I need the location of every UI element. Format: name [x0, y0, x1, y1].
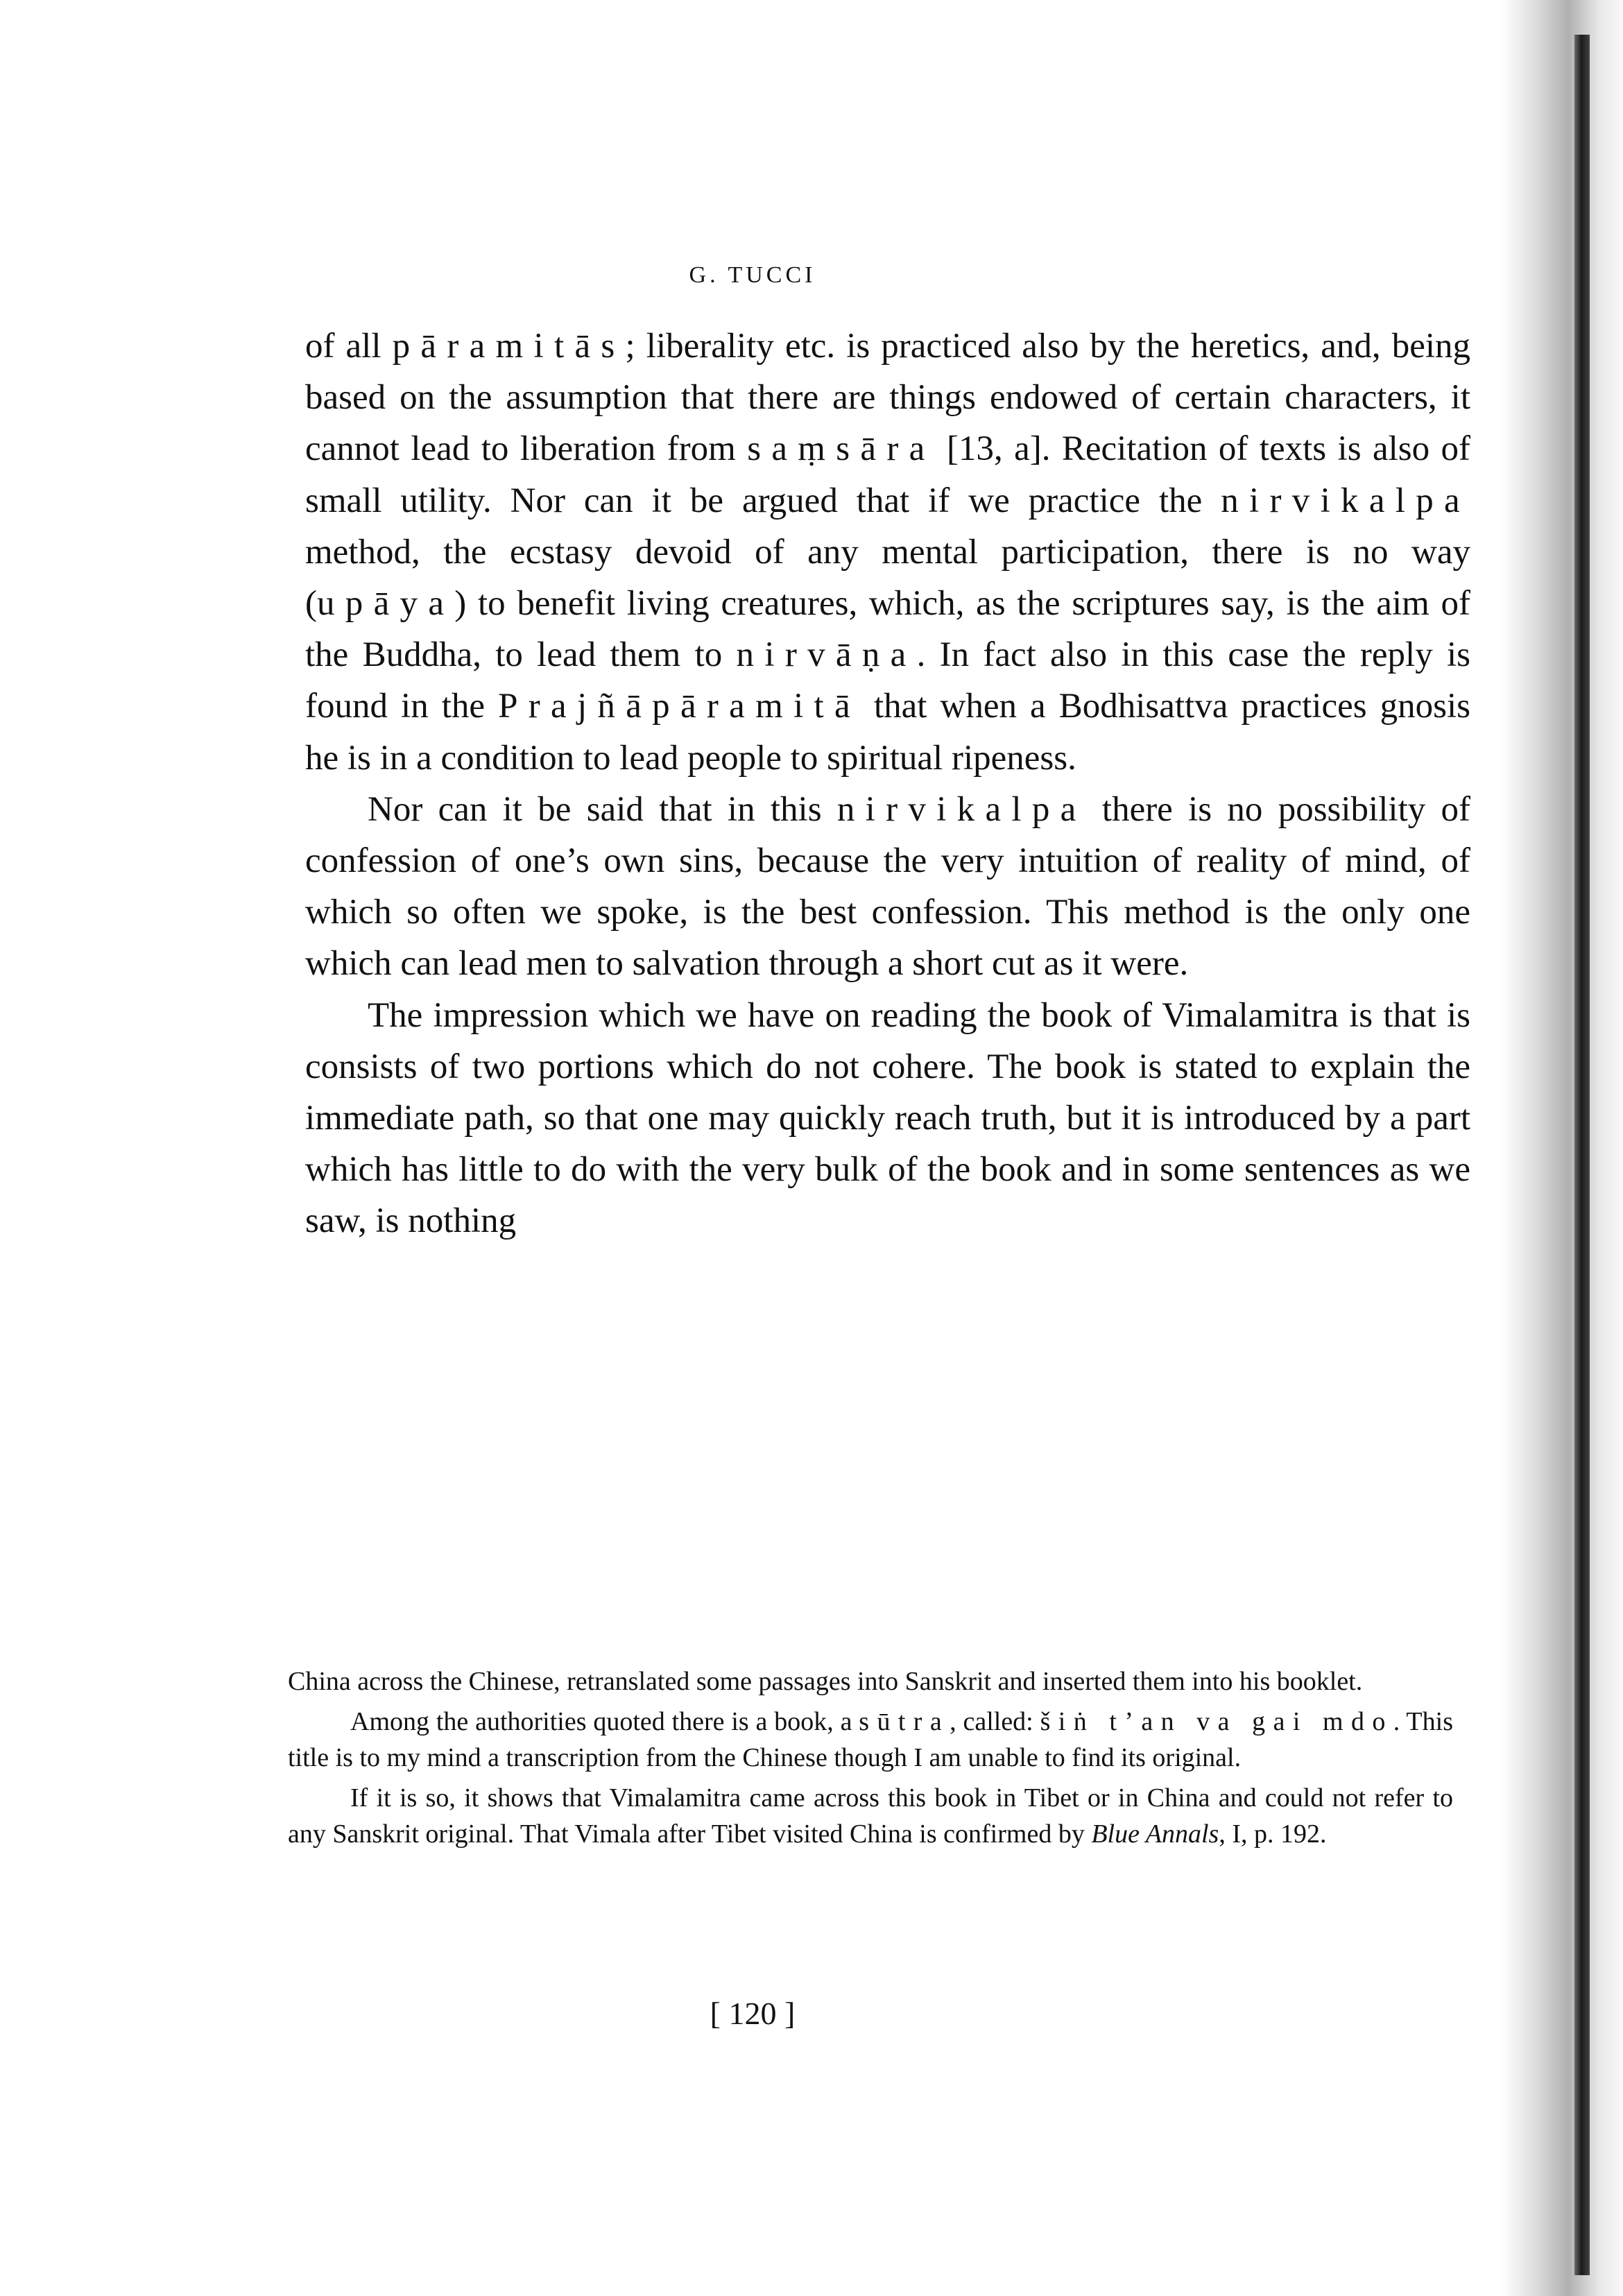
- text-run: The impression which we have on reading the book of Vimalamitra is that is consists of two portions which do not cohere. The book is stated to explain the immediate path, so that one may quickly reach truth, but it is introduced by a part which has little to do with the very bulk of the book and in some sentences as we saw, is nothing: [305, 995, 1470, 1241]
- text-run: there is no possibility of confession of one’s own sins, because the very intuition of reality of mind, of which so often we spoke, is the best confession. This method is the only one which can lead men to salvation through a short cut as it were.: [305, 789, 1471, 984]
- spaced-term: nirvikalpa: [836, 789, 1087, 829]
- footnote-1: [288, 1663, 1453, 1699]
- text-run: that when a Bodhisattva practices gnosis he is in a condition to lead people to spiritual ripeness.: [305, 687, 1470, 778]
- italic-title: Blue Annals: [1091, 1819, 1219, 1849]
- binding-gutter: [1574, 35, 1590, 2275]
- footnote-3: [288, 1780, 1453, 1852]
- page-number: [ 120 ]: [710, 1996, 796, 2031]
- spaced-term: upāya: [316, 584, 455, 624]
- main-text: [305, 320, 1470, 1247]
- spaced-term: saṃsāra: [747, 429, 936, 469]
- running-head: G. TUCCI: [689, 262, 816, 288]
- text-run: Nor can it be said that in this: [368, 789, 837, 829]
- paragraph-3: [305, 990, 1470, 1247]
- spaced-term: nirvikalpa: [1221, 481, 1470, 520]
- spaced-term: Prajñāpāramitā: [498, 687, 861, 726]
- paragraph-2: [305, 784, 1470, 990]
- text-run: , called:: [950, 1707, 1040, 1736]
- text-run: [13, a]. Recitation of texts is also of small utility. Nor can it be argued that if we practice the: [305, 429, 1470, 520]
- text-run: method, the ecstasy devoid of any mental participation, there is no way (: [305, 532, 1470, 624]
- text-run: . This title is to my mind a transcription from the Chinese though I am unable to find its original.: [288, 1707, 1453, 1772]
- footnotes: [288, 1663, 1453, 1856]
- text-run: ) to benefit living creatures, which, as the scriptures say, is the aim of the Buddha, to lead them to: [305, 584, 1470, 675]
- text-run: If it is so, it shows that Vimalamitra came across this book in Tibet or in China and could not refer to any Sanskrit original. That Vimala after Tibet visited China is confirmed by: [288, 1783, 1453, 1849]
- text-run: , I, p. 192.: [1219, 1819, 1327, 1849]
- text-run: China across the Chinese, retranslated some passages into Sanskrit and inserted them into his booklet.: [288, 1667, 1363, 1696]
- spaced-term: pāramitās: [392, 327, 626, 366]
- text-run: ; liberality etc. is practiced also by the heretics, and, being based on the assumption that there are things endowed of certain characters, it cannot lead to liberation from: [305, 327, 1470, 469]
- text-run: Among the authorities quoted there is a book, a: [350, 1707, 859, 1736]
- spaced-term: sūtra: [859, 1707, 950, 1736]
- spaced-term: nirvāṇa: [736, 635, 917, 675]
- footnote-2: [288, 1704, 1453, 1776]
- text-run: of all: [305, 327, 393, 366]
- binding-shadow: [1502, 0, 1623, 2296]
- spaced-term: šiṅ t’an va gai mdo: [1040, 1707, 1393, 1736]
- paragraph-1: [305, 320, 1470, 784]
- text-run: . In fact also in this case the reply is found in the: [305, 635, 1470, 726]
